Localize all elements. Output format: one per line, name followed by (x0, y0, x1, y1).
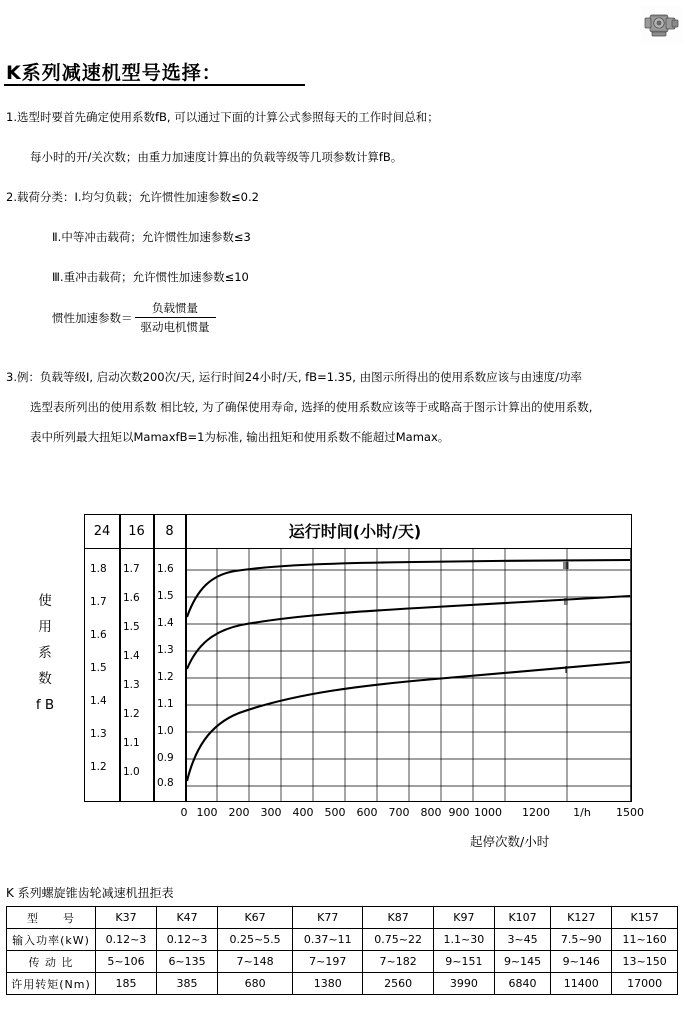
usage-factor-chart (84, 514, 632, 802)
chart-col-header-16: 16 (128, 524, 145, 539)
cell-ratio-k67: 7~148 (218, 951, 293, 973)
chart-x-axis-label: 起停次数/小时 (470, 834, 550, 849)
x-tick-300: 300 (260, 806, 282, 819)
cell-power-k107: 3~45 (494, 929, 550, 951)
tick-16-4: 1.4 (123, 650, 140, 662)
cell-power-k87: 0.75~22 (363, 929, 433, 951)
tick-24-3: 1.6 (90, 629, 107, 641)
y-label-char-2: 用 (38, 619, 52, 635)
tick-8-7: 1.0 (157, 725, 174, 737)
cell-model-k47: K47 (157, 907, 218, 929)
tick-8-3: 1.4 (157, 617, 174, 629)
cell-torque-k157: 17000 (612, 973, 678, 995)
x-tick-800: 800 (420, 806, 442, 819)
chart-col-header-8: 8 (165, 524, 174, 539)
chart-header-sep-3 (185, 515, 187, 549)
tick-8-8: 0.9 (157, 752, 174, 764)
cell-power-k47: 0.12~3 (157, 929, 218, 951)
x-tick-400: 400 (292, 806, 314, 819)
x-tick-1000: 1000 (474, 806, 502, 819)
cell-ratio-k77: 7~197 (293, 951, 363, 973)
x-tick-500: 500 (324, 806, 346, 819)
paragraph-1: 1.选型时要首先确定使用系数fB, 可以通过下面的计算公式参照每天的工作时间总和； (6, 110, 439, 124)
tick-24-6: 1.3 (90, 728, 107, 740)
table-row (7, 907, 678, 929)
tick-8-1: 1.6 (157, 563, 174, 575)
svg-text:Ⅲ: Ⅲ (562, 561, 570, 572)
cell-torque-k77: 1380 (293, 973, 363, 995)
inertia-formula (52, 300, 216, 335)
cell-torque-k47: 385 (157, 973, 218, 995)
tick-16-8: 1.0 (123, 766, 140, 778)
paragraph-6: 3.例：负载等级Ⅰ, 启动次数200次/天, 运行时间24小时/天, fB=1.35, 由图示所得出的使用系数应该与由速度/功率 (6, 370, 582, 384)
cell-power-k157: 11~160 (612, 929, 678, 951)
cell-model-k77: K77 (293, 907, 363, 929)
cell-power-k37: 0.12~3 (96, 929, 157, 951)
tick-8-2: 1.5 (157, 590, 174, 602)
paragraph-3: 2.载荷分类：Ⅰ.均匀负载；允许惯性加速参数≤0.2 (6, 190, 259, 204)
cell-ratio-k37: 5~106 (96, 951, 157, 973)
cell-ratio-k127: 9~146 (551, 951, 612, 973)
chart-col-divider-1 (119, 549, 121, 801)
cell-model-k97: K97 (433, 907, 494, 929)
x-tick-1200: 1200 (522, 806, 550, 819)
x-tick-200: 200 (228, 806, 250, 819)
formula-denominator: 驱动电机惯量 (135, 317, 216, 335)
y-label-char-3: 系 (38, 645, 52, 661)
x-tick-600: 600 (356, 806, 378, 819)
tick-16-2: 1.6 (123, 592, 140, 604)
chart-y-axis-label (30, 588, 60, 718)
tick-16-3: 1.5 (123, 621, 140, 633)
cell-torque-k87: 2560 (363, 973, 433, 995)
cell-ratio-k87: 7~182 (363, 951, 433, 973)
paragraph-2: 每小时的开/关次数；由重力加速度计算出的负载等级等几项参数计算fB。 (30, 150, 403, 164)
table-row (7, 973, 678, 995)
cell-power-k77: 0.37~11 (293, 929, 363, 951)
tick-24-5: 1.4 (90, 695, 107, 707)
svg-text:Ⅰ: Ⅰ (564, 665, 568, 676)
tick-16-6: 1.2 (123, 708, 140, 720)
cell-power-k127: 7.5~90 (551, 929, 612, 951)
paragraph-8: 表中所列最大扭矩以MamaxfB=1为标准, 输出扭矩和使用系数不能超过Mamax。 (30, 430, 450, 444)
torque-table (6, 906, 678, 995)
tick-24-1: 1.8 (90, 563, 107, 575)
cell-power-k97: 1.1~30 (433, 929, 494, 951)
chart-col-divider-2 (153, 549, 155, 801)
cell-torque-k127: 11400 (551, 973, 612, 995)
cell-model-k107: K107 (494, 907, 550, 929)
page-title: K系列减速机型号选择： (6, 62, 222, 84)
cell-power-k67: 0.25~5.5 (218, 929, 293, 951)
x-tick-1500: 1500 (616, 806, 644, 819)
tick-24-7: 1.2 (90, 761, 107, 773)
tick-16-1: 1.7 (123, 563, 140, 575)
table-row (7, 929, 678, 951)
y-label-char-1: 使 (38, 593, 52, 609)
cell-ratio-k157: 13~150 (612, 951, 678, 973)
row-header-model: 型 号 (7, 907, 96, 929)
chart-col-header-24: 24 (93, 524, 111, 539)
paragraph-5: Ⅲ.重冲击载荷；允许惯性加速参数≤10 (52, 270, 249, 284)
y-label-char-5: f B (35, 697, 55, 713)
formula-label: 惯性加速参数＝ (52, 310, 133, 325)
cell-torque-k107: 6840 (494, 973, 550, 995)
x-axis-unit: 1/h (573, 806, 591, 819)
row-header-power: 输入功率(kW) (7, 929, 96, 951)
x-tick-100: 100 (196, 806, 218, 819)
formula-numerator: 负载惯量 (152, 301, 198, 315)
tick-8-4: 1.3 (157, 644, 174, 656)
table-caption: K 系列螺旋锥齿轮减速机扭拒表 (6, 886, 174, 900)
tick-24-2: 1.7 (90, 596, 107, 608)
cell-model-k67: K67 (218, 907, 293, 929)
cell-model-k37: K37 (96, 907, 157, 929)
cell-model-k157: K157 (612, 907, 678, 929)
chart-plot-area (185, 549, 631, 801)
title-underline (4, 84, 305, 86)
row-header-ratio: 传 动 比 (7, 951, 96, 973)
y-label-char-4: 数 (38, 671, 52, 687)
paragraph-4: Ⅱ.中等冲击载荷；允许惯性加速参数≤3 (52, 230, 251, 244)
cell-ratio-k97: 9~151 (433, 951, 494, 973)
chart-title: 运行时间(小时/天) (288, 522, 422, 541)
tick-8-9: 0.8 (157, 777, 174, 789)
svg-text:Ⅱ: Ⅱ (563, 597, 569, 608)
gearbox-photo-icon (641, 6, 683, 44)
tick-16-7: 1.1 (123, 737, 140, 749)
cell-ratio-k107: 9~145 (494, 951, 550, 973)
chart-x-axis (84, 806, 644, 822)
cell-torque-k37: 185 (96, 973, 157, 995)
paragraph-7: 选型表所列出的使用系数 相比较, 为了确保使用寿命, 选择的使用系数应该等于或略高于图示计算出的使用系数, (30, 400, 593, 414)
tick-8-5: 1.2 (157, 671, 174, 683)
formula-fraction (135, 300, 216, 335)
table-row (7, 951, 678, 973)
cell-model-k87: K87 (363, 907, 433, 929)
x-tick-700: 700 (388, 806, 410, 819)
cell-ratio-k47: 6~135 (157, 951, 218, 973)
chart-header-row (85, 515, 631, 549)
cell-model-k127: K127 (551, 907, 612, 929)
cell-torque-k67: 680 (218, 973, 293, 995)
tick-16-5: 1.3 (123, 679, 140, 691)
tick-24-4: 1.5 (90, 662, 107, 674)
tick-8-6: 1.1 (157, 698, 174, 710)
x-tick-0: 0 (180, 806, 188, 819)
x-tick-900: 900 (448, 806, 470, 819)
row-header-torque: 许用转矩(Nm) (7, 973, 96, 995)
cell-torque-k97: 3990 (433, 973, 494, 995)
